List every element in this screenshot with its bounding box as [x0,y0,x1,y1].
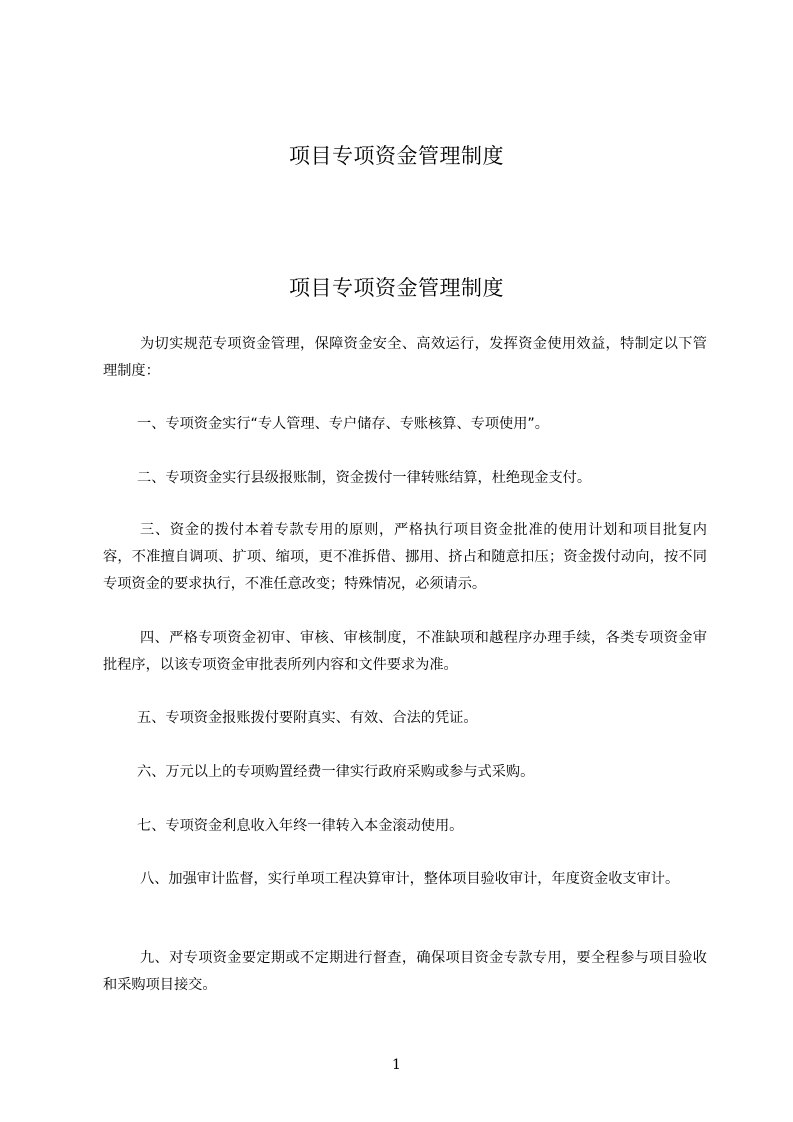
clause-3: 三、资金的拨付本着专款专用的原则，严格执行项目资金批准的使用计划和项目批复内容，不准擅自调项、扩项、缩项，更不准拆借、挪用、挤占和随意扣压；资金拨付动向，按不同专项资金的要求执行，不准任意改变；特殊情况，必须请示。 [103,522,707,592]
clause-7: 七、专项资金利息收入年终一律转入本金滚动使用。 [137,818,464,834]
clause-6: 六、万元以上的专项购置经费一律实行政府采购或参与式采购。 [137,764,535,780]
document-title: 项目专项资金管理制度 [289,276,504,300]
intro-paragraph: 为切实规范专项资金管理，保障资金安全、高效运行，发挥资金使用效益，特制定以下管理制度： [103,336,707,379]
clause-4: 四、严格专项资金初审、审核、审核制度，不准缺项和越程序办理手续，各类专项资金审批程序，以该专项资金审批表所列内容和文件要求为准。 [103,630,707,673]
page-number: 1 [392,1057,401,1073]
clause-1: 一、专项资金实行“专人管理、专户储存、专账核算、专项使用”。 [137,416,549,432]
clause-8: 八、加强审计监督，实行单项工程决算审计，整体项目验收审计，年度资金收支审计。 [140,871,680,887]
cover-title: 项目专项资金管理制度 [289,144,504,168]
clause-2: 二、专项资金实行县级报账制，资金拨付一律转账结算，杜绝现金支付。 [137,470,592,486]
clause-9: 九、对专项资金要定期或不定期进行督查，确保项目资金专款专用，要全程参与项目验收和采购项目接交。 [103,950,707,993]
clause-5: 五、专项资金报账拨付要附真实、有效、合法的凭证。 [137,710,478,726]
